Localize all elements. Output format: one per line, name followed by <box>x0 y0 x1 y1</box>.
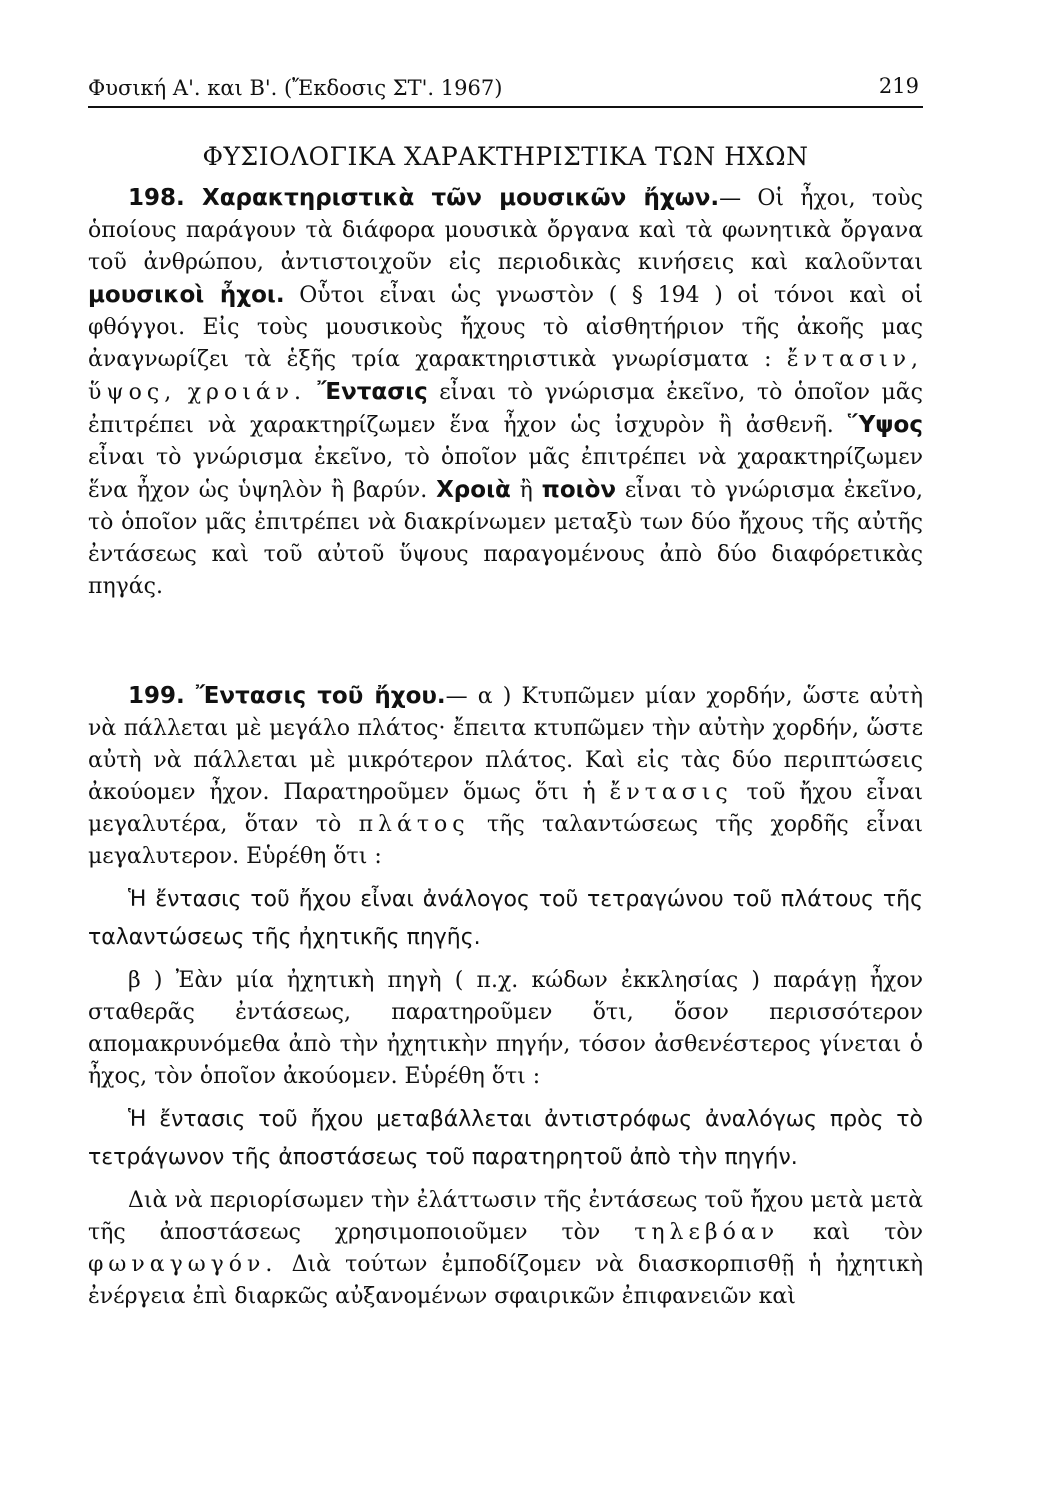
book-title: Φυσική Α'. και Β'. (Ἔκδοσις ΣΤ'. 1967) <box>88 76 503 100</box>
law-inverse-square: Ἡ ἔντασις τοῦ ἤχου μεταβάλλεται ἀντιστρόφως ἀναλόγως πρὸς τὸ τετράγωνον τῆς ἀποστάσεως τοῦ παρατηρητοῦ ἀπὸ τὴν πηγήν. <box>88 1107 923 1170</box>
section-198 <box>88 182 923 603</box>
running-header <box>88 76 923 108</box>
term-quality: ποιὸν <box>541 477 617 503</box>
text-run: Διὰ τούτων ἐμποδίζομεν νὰ διασκορπισθῇ ἡ ἠχητικὴ ἐνέργεια ἐπὶ διαρκῶς αὐξανομένων σφαιρικῶν ἐπιφανειῶν καὶ <box>88 1252 923 1309</box>
spaced-term-pitch: ὕψος, <box>88 380 177 405</box>
text-run: Διὰ νὰ περιορίσωμεν τὴν ἐλάττωσιν τῆς ἐντάσεως τοῦ ἤχου μετὰ μετὰ τῆς ἀποστάσεως χρησιμοποιοῦμεν τὸν <box>88 1188 923 1245</box>
section-199-paragraph-c <box>88 1185 923 1313</box>
text-run: Οὗτοι εἶναι ὡς γνωστὸν ( § 194 ) οἱ τόνοι καὶ οἱ φθόγγοι. Εἰς τοὺς μουσικοὺς ἤχους τὸ αἰσθητήριον τῆς ἀκοῆς μας ἀναγνωρίζει τὰ ἑξῆς τρία χαρακτηριστικὰ γνωρίσματα : <box>88 283 923 372</box>
spaced-term-intensity: ἔντασιν, <box>786 347 924 372</box>
section-198-heading: 198. Χαρακτηριστικὰ τῶν μουσικῶν ἤχων. <box>128 185 720 211</box>
section-199-heading: 199. Ἔντασις τοῦ ἤχου. <box>128 683 446 709</box>
spaced-term-amplitude: πλάτος <box>358 812 470 837</box>
term-musical-sounds: μουσικοὶ ἦχοι. <box>88 282 285 308</box>
text-run: εἶναι τὸ γνώρισμα ἐκεῖνο, τὸ ὁποῖον μᾶς ἐπιτρέπει νὰ διακρίνωμεν μεταξὺ των δύο ἤχους τῆς αὐτῆς ἐντάσεως καὶ τοῦ αὐτοῦ ὕψους παραγομένους ἀπὸ δύο διαφόρετικὰς πηγάς. <box>88 478 923 599</box>
text-run: τῆς ταλαντώσεως τῆς χορδῆς εἶναι μεγαλυτερον. Εὑρέθη ὅτι : <box>88 812 923 869</box>
term-intensity: Ἔντασις <box>317 379 428 405</box>
law-intensity-amplitude: Ἡ ἔντασις τοῦ ἤχου εἶναι ἀνάλογος τοῦ τετραγώνου τοῦ πλάτους τῆς ταλαντώσεως τῆς ἠχητικῆς πηγῆς. <box>88 887 923 950</box>
text-run: εἶναι τὸ γνώρισμα ἐκεῖνο, τὸ ὁποῖον μᾶς ἐπιτρέπει νὰ χαρακτηρίζωμεν ἕνα ἦχον ὡς ἰσχυρὸν ἢ ἀσθενῆ. <box>88 380 923 438</box>
term-pitch: Ὕψος <box>847 412 923 438</box>
text-run: τοῦ ἤχου εἶναι μεγαλυτέρα, ὅταν τὸ <box>88 780 924 837</box>
section-198-paragraph <box>88 182 923 603</box>
section-199-paragraph-b: β ) Ἐὰν μία ἠχητικὴ πηγὴ ( π.χ. κώδων ἐκκλησίας ) παράγῃ ἦχον σταθερᾶς ἐντάσεως, παρατηροῦμεν ὅτι, ὅσον περισσότερον απομακρυνόμεθα ἀπὸ τὴν ἠχητικὴν πηγήν, τόσον ἀσθενέστερος γίνεται ὁ ἦχος, τὸν ὁποῖον ἀκούομεν. Εὑρέθη ὅτι : <box>88 968 923 1089</box>
section-199 <box>88 680 923 1313</box>
text-run: — Οἱ ἦχοι, τοὺς ὁποίους παράγουν τὰ διάφορα μουσικὰ ὄργανα καὶ τὰ φωνητικὰ ὄργανα τοῦ ἀνθρώπου, ἀντιστοιχοῦν εἰς περιοδικὰς κινήσεις καὶ καλοῦνται <box>88 186 923 275</box>
page-number: 219 <box>878 74 919 98</box>
text-run: — α ) Κτυπῶμεν μίαν χορδήν, ὥστε αὐτὴ νὰ πάλλεται μὲ μεγάλο πλάτος· ἔπειτα κτυπῶμεν τὴν αὐτὴν χορδήν, ὥστε αὐτὴ νὰ πάλλεται μὲ μικρότερον πλάτος. Καὶ εἰς τὰς δύο περιπτώσεις ἀκούομεν ἦχον. Παρατηροῦμεν ὅμως ὅτι ἡ <box>88 684 924 805</box>
text-run: εἶναι τὸ γνώρισμα ἐκεῖνο, τὸ ὁποῖον μᾶς ἐπιτρέπει νὰ χαρακτηρίζωμεν ἕνα ἦχον ὡς ὑψηλὸν ἢ βαρύν. <box>88 445 923 503</box>
text-run: καὶ τὸν <box>779 1220 923 1245</box>
spaced-term-timbre: χροιάν. <box>187 380 307 405</box>
spaced-term-intensity: ἔντασις <box>609 780 733 805</box>
spaced-term-speaking-tube: φωναγωγόν. <box>88 1252 278 1277</box>
section-199-paragraph-a <box>88 680 923 873</box>
chapter-title: ΦΥΣΙΟΛΟΓΙΚΑ ΧΑΡΑΚΤΗΡΙΣΤΙΚΑ ΤΩΝ ΗΧΩΝ <box>202 142 809 171</box>
spaced-term-megaphone: τηλεβόαν <box>634 1220 780 1245</box>
term-timbre: Χροιὰ <box>436 477 511 503</box>
text-run: ἢ <box>510 478 542 503</box>
